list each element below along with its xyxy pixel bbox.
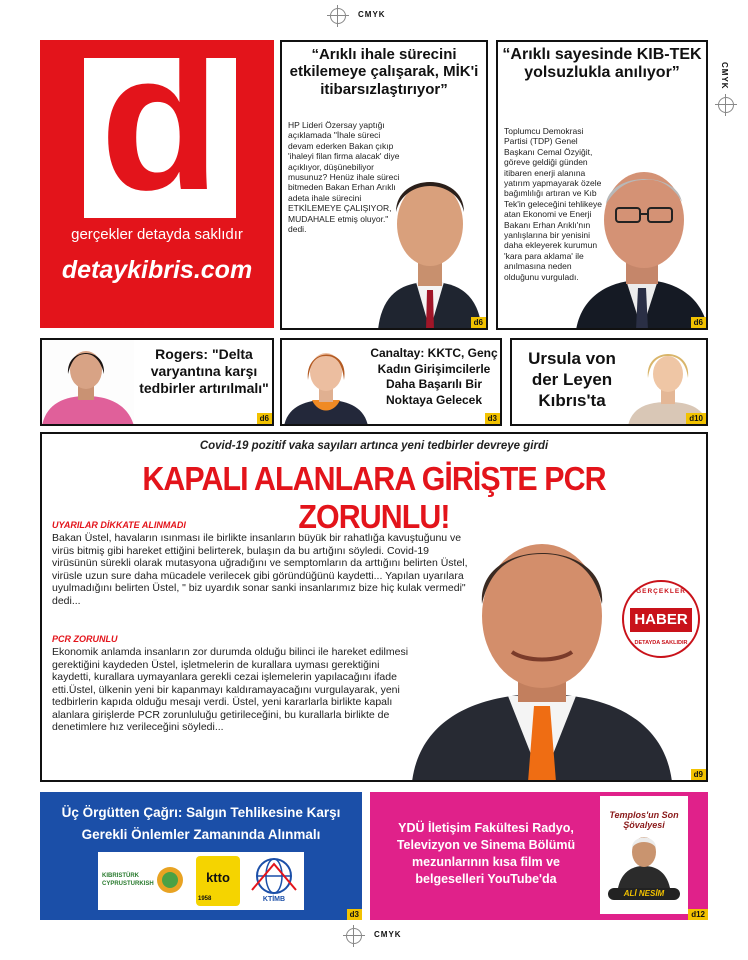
- page-ref: d6: [257, 413, 272, 424]
- page-ref: d3: [347, 909, 362, 920]
- site-name[interactable]: detaykibris.com: [61, 256, 253, 284]
- page-ref: d9: [691, 769, 706, 780]
- story-headline: “Arıklı ihale sürecini etkilemeye çalışarak, MİK'i itibarsızlaştırıyor”: [289, 46, 479, 98]
- poster-title: Templos'un Son Şövalyesi: [609, 810, 679, 830]
- poster-name: ALİ NESİM: [623, 889, 665, 898]
- page-ref: d3: [485, 413, 500, 424]
- section2-title: PCR ZORUNLU: [52, 634, 118, 644]
- page-ref: d6: [471, 317, 486, 328]
- logo-ktto-text: ktto: [206, 870, 230, 885]
- main-story[interactable]: [40, 432, 708, 782]
- story-headline: “Arıklı sayesinde KIB-TEK yolsuzlukla anılıyor”: [502, 46, 702, 82]
- film-poster: [600, 796, 688, 914]
- canaltay-photo: [284, 340, 368, 426]
- slogan: gerçekler detayda saklıdır: [71, 226, 243, 243]
- issue-info: 9 Temmuz 2021 Cuma YIL: 8 SAYI:2200 5 TL (KDV DAHİL): [44, 318, 248, 327]
- haber-badge: [622, 580, 700, 658]
- logo-letter: d: [100, 12, 220, 231]
- page-ref: d10: [686, 413, 706, 424]
- story-body: Toplumcu Demokrasi Partisi (TDP) Genel Başkanı Cemal Özyiğit, göreve geldiği günden itibaren enerji alanına yatırım yapmayarak özele bağımlılığı artıran ve Kıb Tek'in geleceğini tehlikeye atan Ekonomi ve Enerji Bakanı Erhan Arıklı'nın yanlışlarına bir yenisini daha ekleyerek kurumun 'kara para aklama' ile anılmasına neden olduğunu vurguladı.: [504, 126, 603, 282]
- badge-top: GERÇEKLER: [636, 588, 686, 595]
- rogers-photo: [42, 340, 134, 426]
- bottom-left-story[interactable]: [40, 792, 362, 920]
- teaser-rogers[interactable]: [40, 338, 274, 426]
- cmyk-mark: CMYK: [374, 930, 402, 939]
- logo-kibristurk: [102, 866, 188, 901]
- teaser-title: Canaltay: KKTC, Genç Kadın Girişimcilerle Daha Başarılı Bir Noktaya Gelecek: [370, 346, 498, 407]
- poster-photo: [614, 832, 674, 888]
- poster-name-band: [608, 888, 680, 900]
- teaser-ursula[interactable]: [510, 338, 708, 426]
- logo-ktto: [196, 856, 240, 906]
- story-body: HP Lideri Özersay yaptığı açıklamada "İhale süreci devam ederken Bakan çıkıp 'ihaleyi filan firma alacak' diye açıklıyor, düşünebiliyor musunuz? Henüz ihale süreci bitmeden Bakan Erhan Arıklı adeta ihale sürecini ETKİLEMEYE ÇALIŞIYOR, MUDAHALE etmiş oluyor." dedi.: [288, 120, 400, 235]
- badge-main: HABER: [634, 611, 688, 628]
- bottom-right-title: YDÜ İletişim Fakültesi Radyo, Televizyon ve Sinema Bölümü mezunlarının kısa film ve belgeselleri YouTube'da: [396, 821, 576, 886]
- page-ref: d12: [688, 909, 708, 920]
- logo-block: [84, 12, 236, 231]
- logo-ktimb-text: KTİMB: [262, 896, 286, 903]
- cmyk-mark: CMYK: [720, 62, 729, 90]
- section2-text: Ekonomik anlamda insanların zor durumda olduğu bilinci ile hareket edilmesi gerektiğini kaydeden Üstel, işletmelerin de kurallara uyması gerektiğini kaydetti, kurallara uymayanlara gerekli cezai işlemelerin yapılacağını ifade etti.Üstel, ülkenin yeni bir kapanmayı kaldıramayacağını vurgulayarak, yeni tedbirlerin kapıda olduğu mesajı verdi. Üstel, yeni kararlarla birlikte kapalı alanlara girişlerde PCR zorunluluğu getirileceğini, bu kurallarla birlikte de denetimlere hız verileceğini söyledi...: [52, 646, 409, 733]
- masthead: [40, 12, 274, 328]
- main-headline: KAPALI ALANLARA GİRİŞTE PCR ZORUNLU!: [142, 460, 606, 535]
- story-ozersay[interactable]: [280, 40, 488, 330]
- registration-mark-icon: [330, 8, 346, 24]
- teaser-title: Rogers: "Delta varyantına karşı tedbirler artırılmalı": [139, 346, 269, 396]
- registration-mark-icon: [718, 97, 734, 113]
- org-logos: [98, 852, 304, 910]
- teaser-canaltay[interactable]: [280, 338, 502, 426]
- section1-text: Bakan Üstel, havaların ısınması ile birlikte insanların büyük bir rahatlığa kavuştuğunu ve virüs bitmiş gibi hareket ettiğini belirterek, bulaşın da bu artığını söyledi. Covid-19 virüsünün sürekli olarak mutasyona uğradığını ve semptomların da arttığını belirten Üstel, virüsle uzun sure daha mücadele verilecek gibi göründüğünü kaydetti... Yapılan uyarılara uyulmadığını belirten Üstel, " biz uyardık sonar sanki insanlarımız bize hiç kulak vermedi" dedi...: [52, 532, 468, 607]
- bottom-left-title: Üç Örgütten Çağrı: Salgın Tehlikesine Karşı Gerekli Önlemler Zamanında Alınmalı: [61, 805, 341, 842]
- page-ref: d6: [691, 317, 706, 328]
- teaser-title: Ursula von der Leyen Kıbrıs'ta: [528, 349, 616, 410]
- logo-kibristurk-text: KIBRISTÜRK CYPRUSTURKISH: [102, 873, 154, 887]
- logo-ktto-year: 1958: [198, 896, 212, 902]
- main-kicker: Covid-19 pozitif vaka sayıları artınca yeni tedbirler devreye girdi: [199, 440, 549, 452]
- badge-bottom: DETAYDA SAKLIDIR: [634, 640, 688, 646]
- logo-ktimb: [248, 856, 300, 906]
- story-ozyigit[interactable]: [496, 40, 708, 330]
- registration-mark-icon: [346, 928, 362, 944]
- bottom-right-story[interactable]: [370, 792, 708, 920]
- section1-title: UYARILAR DİKKATE ALINMADI: [52, 520, 186, 530]
- cmyk-mark: CMYK: [358, 10, 386, 19]
- badge-band: [630, 608, 692, 632]
